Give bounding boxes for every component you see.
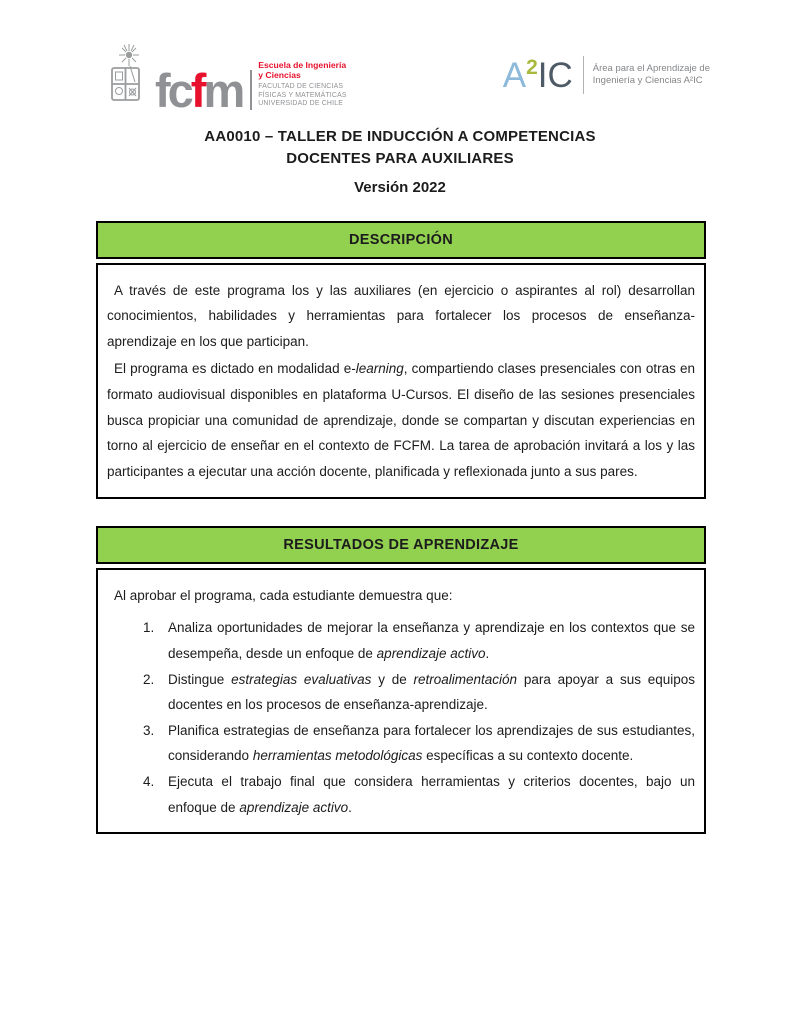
description-section	[96, 221, 706, 499]
list-item-text: Ejecuta el trabajo final que considera herramientas y criterios docentes, bajo un enfoque de aprendizaje activo.	[168, 774, 695, 815]
description-section-header: DESCRIPCIÓN	[96, 221, 706, 259]
document-title-line2: DOCENTES PARA AUXILIARES	[286, 149, 514, 167]
list-item-text: Analiza oportunidades de mejorar la enseñanza y aprendizaje en los contextos que se desempeña, desde un enfoque de aprendizaje activo.	[168, 620, 695, 661]
fcfm-wordmark-red-f: f	[190, 64, 204, 118]
a2ic-logo	[503, 56, 710, 94]
outcomes-list	[107, 615, 695, 820]
fcfm-faculty-name: FACULTAD DE CIENCIAS FÍSICAS Y MATEMÁTICAS UNIVERSIDAD DE CHILE	[258, 83, 347, 108]
a2ic-letter-a: A	[502, 56, 527, 95]
a2ic-superscript-2: 2	[526, 56, 538, 79]
outcomes-section	[96, 526, 706, 835]
fcfm-school-name: Escuela de Ingeniería y Ciencias	[258, 59, 347, 80]
list-item-text: Distingue estrategias evaluativas y de retroalimentación para apoyar a sus equipos docentes en los procesos de enseñanza-aprendizaje.	[168, 671, 696, 713]
fcfm-wordmark-suffix: m	[203, 64, 243, 118]
list-item-marker: 3.	[143, 722, 155, 738]
version-label: Versión 2022	[354, 178, 446, 196]
uchile-shield-icon	[108, 44, 148, 112]
a2ic-divider	[583, 56, 584, 94]
title-block	[0, 126, 800, 196]
outcomes-section-body	[96, 568, 706, 835]
fcfm-divider	[250, 70, 252, 110]
list-item	[143, 667, 695, 718]
outcomes-section-header: RESULTADOS DE APRENDIZAJE	[96, 526, 706, 564]
document-title-line1: AA0010 – TALLER DE INDUCCIÓN A COMPETENCIAS	[204, 128, 596, 145]
list-item-marker: 2.	[143, 671, 155, 687]
header-logos	[0, 0, 800, 118]
a2ic-letters-ic: IC	[537, 56, 573, 95]
outcomes-intro: Al aprobar el programa, cada estudiante demuestra que:	[114, 587, 453, 603]
fcfm-wordmark	[155, 64, 243, 118]
list-item-marker: 1.	[143, 620, 155, 636]
list-item	[143, 769, 695, 820]
list-item-text: Planifica estrategias de enseñanza para fortalecer los aprendizajes de sus estudiantes, considerando herramientas metodológicas específicas a su contexto docente.	[168, 722, 695, 764]
description-section-body	[96, 263, 706, 499]
list-item	[143, 718, 695, 769]
document-title	[0, 126, 800, 170]
fcfm-logo	[108, 44, 347, 118]
fcfm-text-block	[258, 60, 346, 113]
list-item	[143, 615, 695, 666]
fcfm-wordmark-prefix: fc	[155, 64, 191, 118]
a2ic-tagline: Área para el Aprendizaje de Ingeniería y Ciencias A²IC	[592, 62, 710, 86]
list-item-marker: 4.	[143, 774, 155, 790]
description-paragraph-2: El programa es dictado en modalidad e-learning, compartiendo clases presenciales con otras en formato audiovisual disponibles en plataforma U-Cursos. El diseño de las sesiones presenciales busca propiciar una comunidad de aprendizaje, donde se compartan y discutan experiencias en torno al ejercicio de enseñar en el contexto de FCFM. La tarea de aprobación invitará a los y las participantes a ejecutar una acción docente, planificada y reflexionada junto a sus pares.	[107, 361, 695, 479]
description-paragraph-1: A través de este programa los y las auxiliares (en ejercicio o aspirantes al rol) desarrollan conocimientos, habilidades y herramientas para fortalecer los procesos de enseñanza-aprendizaje en los que participan.	[107, 282, 695, 349]
a2ic-wordmark	[503, 57, 573, 93]
